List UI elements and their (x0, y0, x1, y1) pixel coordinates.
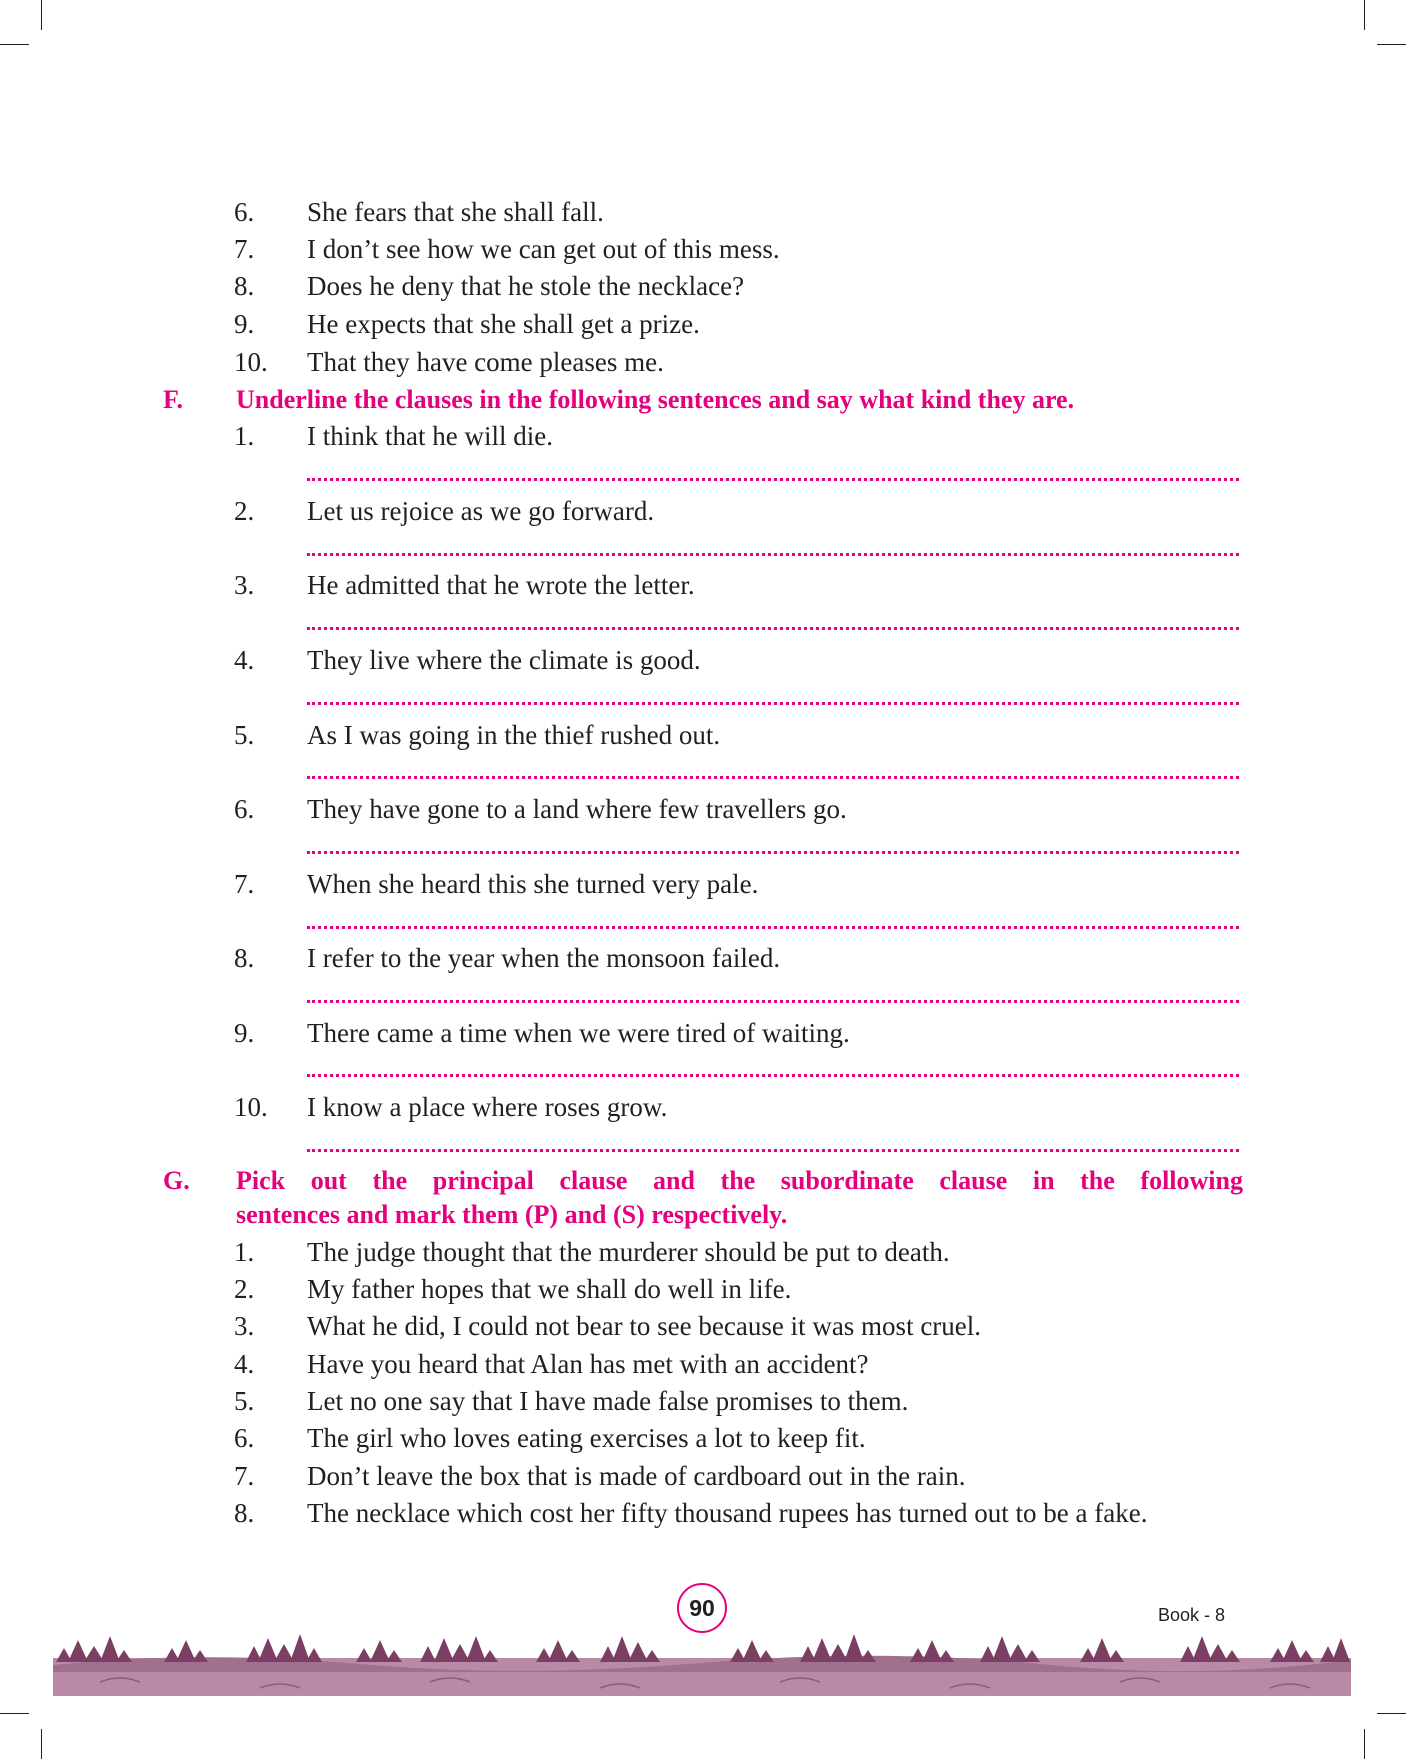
answer-line[interactable] (307, 1000, 1239, 1003)
answer-line[interactable] (307, 478, 1239, 481)
crop-mark (41, 0, 42, 30)
crop-mark (0, 1713, 29, 1714)
item-number: 6. (234, 794, 255, 824)
item-text: They have gone to a land where few travellers go. (307, 794, 847, 824)
item-text: Does he deny that he stole the necklace? (307, 271, 745, 301)
item-number: 8. (234, 271, 255, 301)
item-number: 4. (234, 645, 255, 675)
answer-line[interactable] (307, 702, 1239, 705)
item-text: I know a place where roses grow. (307, 1092, 668, 1122)
item-number: 7. (234, 234, 255, 264)
item-number: 7. (234, 869, 255, 899)
crop-mark (0, 44, 29, 45)
item-number: 9. (234, 1018, 255, 1048)
item-text: There came a time when we were tired of waiting. (307, 1018, 850, 1048)
item-text: I don’t see how we can get out of this mess. (307, 234, 780, 264)
item-text: What he did, I could not bear to see because it was most cruel. (307, 1311, 982, 1341)
page-number: 90 (677, 1583, 727, 1633)
crop-mark (1377, 44, 1406, 45)
section-instruction-line1: Pick out the principal clause and the subordinate clause in the following (236, 1166, 1243, 1195)
item-text: The girl who loves eating exercises a lot to keep fit. (307, 1423, 866, 1453)
item-text: When she heard this she turned very pale. (307, 869, 759, 899)
item-text: As I was going in the thief rushed out. (307, 720, 721, 750)
item-number: 5. (234, 1386, 255, 1416)
item-number: 5. (234, 720, 255, 750)
item-number: 10. (234, 347, 268, 377)
item-number: 8. (234, 943, 255, 973)
item-text: I think that he will die. (307, 421, 553, 451)
item-text: I refer to the year when the monsoon failed. (307, 943, 781, 973)
item-text: Let no one say that I have made false promises to them. (307, 1386, 909, 1416)
item-number: 6. (234, 1423, 255, 1453)
item-text: He expects that she shall get a prize. (307, 309, 700, 339)
item-number: 7. (234, 1461, 255, 1491)
item-number: 4. (234, 1349, 255, 1379)
item-number: 3. (234, 1311, 255, 1341)
item-number: 8. (234, 1498, 255, 1528)
crop-mark (1364, 0, 1365, 30)
crop-mark (41, 1729, 42, 1759)
item-text: He admitted that he wrote the letter. (307, 570, 695, 600)
item-number: 10. (234, 1092, 268, 1122)
answer-line[interactable] (307, 553, 1239, 556)
book-label: Book - 8 (1158, 1605, 1226, 1625)
item-number: 1. (234, 421, 255, 451)
item-number: 1. (234, 1237, 255, 1267)
answer-line[interactable] (307, 627, 1239, 630)
answer-line[interactable] (307, 776, 1239, 779)
item-number: 2. (234, 496, 255, 526)
item-text: My father hopes that we shall do well in life. (307, 1274, 792, 1304)
item-number: 9. (234, 309, 255, 339)
item-number: 3. (234, 570, 255, 600)
answer-line[interactable] (307, 851, 1239, 854)
answer-line[interactable] (307, 926, 1239, 929)
item-text: She fears that she shall fall. (307, 197, 604, 227)
section-g-heading (163, 1164, 1243, 1234)
answer-line[interactable] (307, 1149, 1239, 1152)
item-text: Don’t leave the box that is made of cardboard out in the rain. (307, 1461, 966, 1491)
item-text: The judge thought that the murderer should be put to death. (307, 1237, 950, 1267)
item-text: They live where the climate is good. (307, 645, 701, 675)
item-number: 2. (234, 1274, 255, 1304)
section-letter: F. (163, 385, 183, 414)
section-letter: G. (163, 1166, 190, 1195)
tree-row-icon (56, 1634, 1350, 1662)
crop-mark (1364, 1729, 1365, 1759)
item-text: Let us rejoice as we go forward. (307, 496, 655, 526)
item-text: That they have come pleases me. (307, 347, 664, 377)
section-instruction: Underline the clauses in the following sentences and say what kind they are. (236, 385, 1075, 414)
section-instruction-line2: sentences and mark them (P) and (S) respectively. (236, 1200, 788, 1229)
item-text: Have you heard that Alan has met with an accident? (307, 1349, 869, 1379)
crop-mark (1377, 1713, 1406, 1714)
item-number: 6. (234, 197, 255, 227)
item-text: The necklace which cost her fifty thousand rupees has turned out to be a fake. (307, 1498, 1148, 1528)
answer-line[interactable] (307, 1074, 1239, 1077)
